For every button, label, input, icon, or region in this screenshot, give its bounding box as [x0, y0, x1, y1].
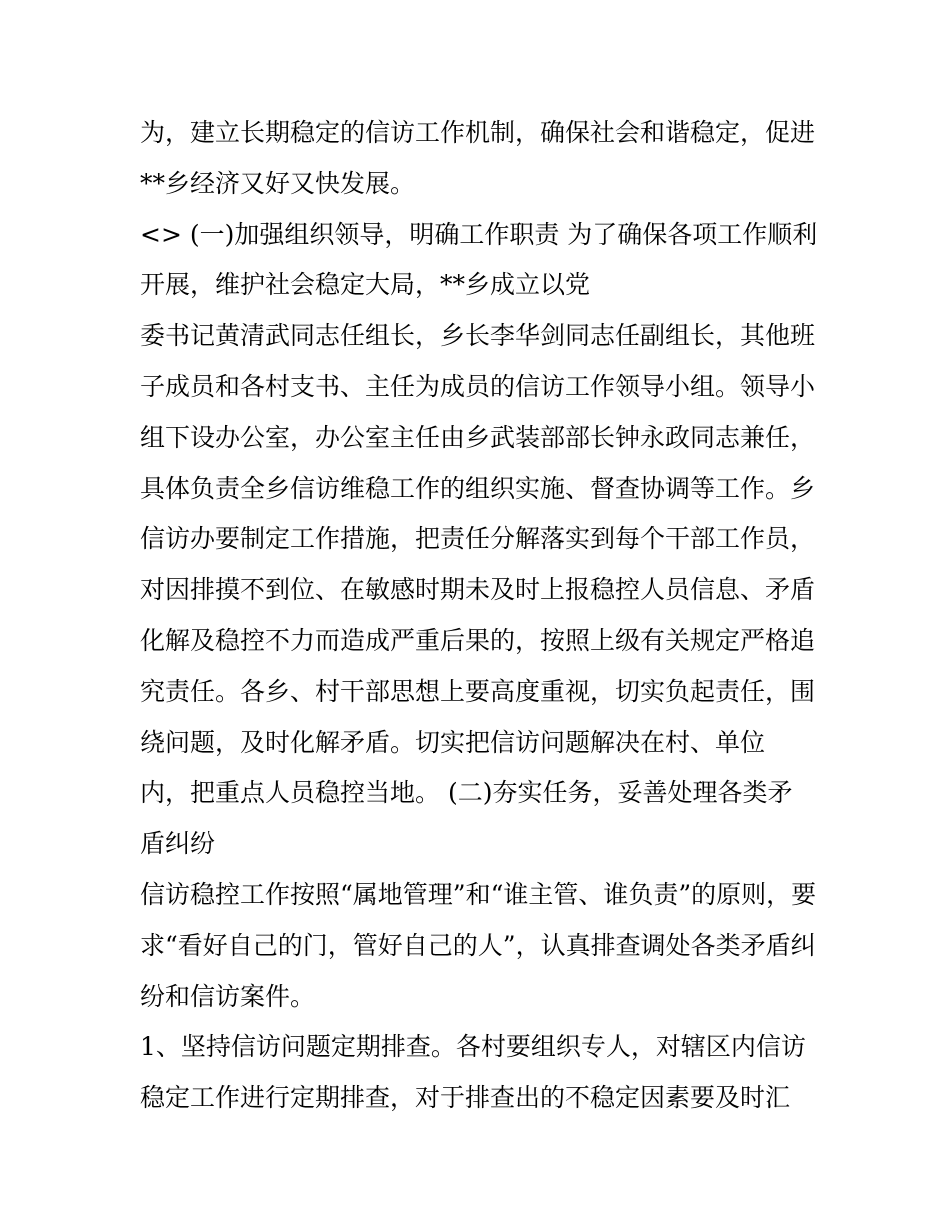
text-line: 盾纠纷 — [140, 829, 216, 859]
text-line: 1、坚持信访问题定期排查。各村要组织专人，对辖区内信访 — [140, 1032, 806, 1062]
text-line: 稳定工作进行定期排查，对于排查出的不稳定因素要及时汇 — [140, 1083, 791, 1113]
text-line: 信访办要制定工作措施，把责任分解落实到每个干部工作员， — [140, 524, 816, 554]
text-line: <> (一)加强组织领导，明确工作职责 为了确保各项工作顺利 — [140, 219, 818, 249]
text-line: 信访稳控工作按照“属地管理”和“谁主管、谁负责”的原则，要 — [140, 879, 817, 909]
text-line: 委书记黄清武同志任组长，乡长李华剑同志任副组长，其他班 — [140, 321, 816, 351]
text-line: 组下设办公室，办公室主任由乡武装部部长钟永政同志兼任， — [140, 422, 816, 452]
text-line: 纷和信访案件。 — [140, 981, 316, 1011]
text-line: 子成员和各村支书、主任为成员的信访工作领导小组。领导小 — [140, 371, 816, 401]
text-line: 具体负责全乡信访维稳工作的组织实施、督查协调等工作。乡 — [140, 473, 816, 503]
text-line: 求“看好自己的门，管好自己的人”，认真排查调处各类矛盾纠 — [140, 930, 816, 960]
text-line: 为，建立长期稳定的信访工作机制，确保社会和谐稳定，促进 — [140, 118, 816, 147]
text-line: 内，把重点人员稳控当地。 (二)夯实任务，妥善处理各类矛 — [140, 778, 793, 808]
document-body — [140, 108, 820, 1124]
text-line: 化解及稳控不力而造成严重后果的，按照上级有关规定严格追 — [140, 625, 816, 655]
text-line: 开展，维护社会稳定大局，**乡成立以党 — [140, 270, 591, 300]
text-line: 绕问题，及时化解矛盾。切实把信访问题解决在村、单位 — [140, 727, 766, 757]
text-line: **乡经济又好又快发展。 — [140, 168, 416, 198]
text-line: 究责任。各乡、村干部思想上要高度重视，切实负起责任，围 — [140, 676, 816, 706]
text-line: 对因排摸不到位、在敏感时期未及时上报稳控人员信息、矛盾 — [140, 575, 816, 605]
